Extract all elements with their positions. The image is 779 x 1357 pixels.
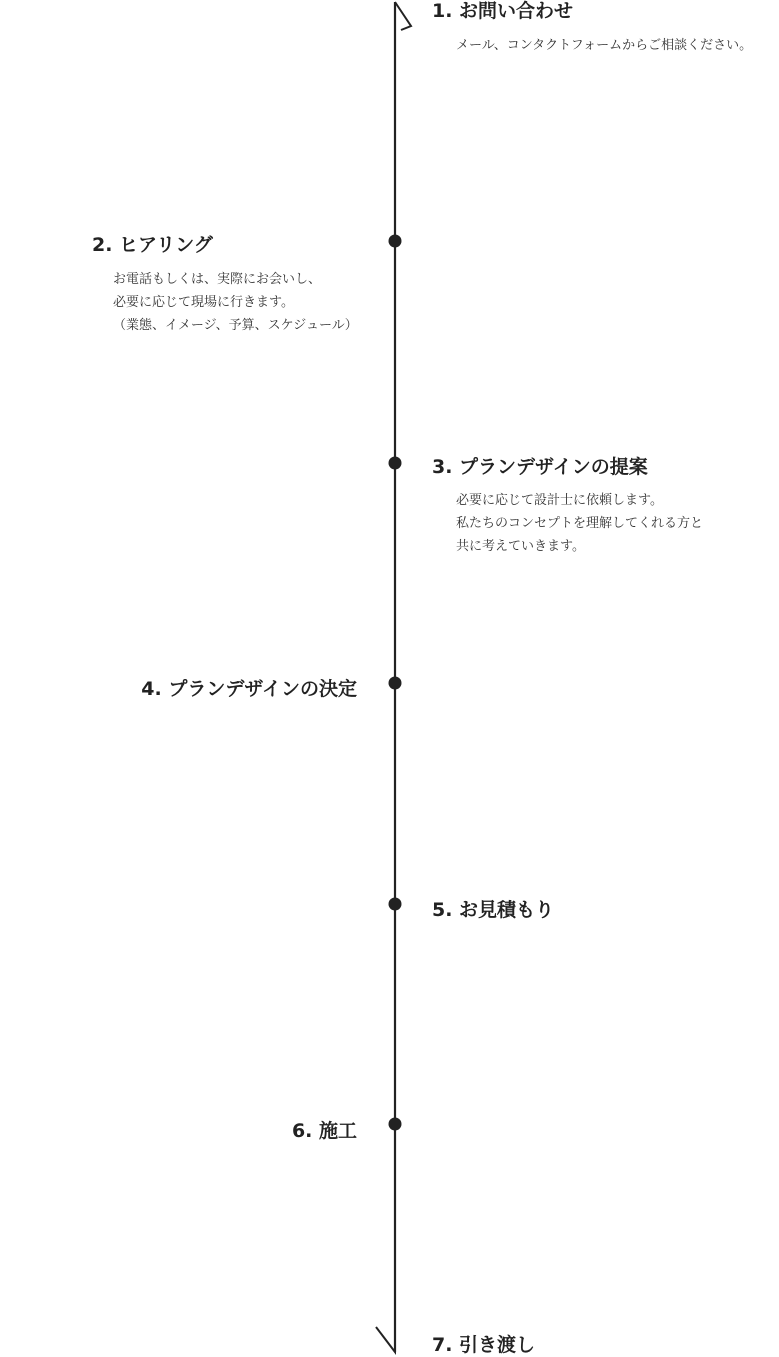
step-1-description [456, 34, 752, 57]
step-2-line-3: （業態、イメージ、予算、スケジュール） [113, 318, 358, 333]
step-2-line-2: 必要に応じて現場に行きます。 [113, 295, 294, 310]
step-4-title: 4. プランデザインの決定 [141, 678, 357, 700]
step-3-line-3: 共に考えていきます。 [456, 539, 585, 554]
step-3-title: 3. プランデザインの提案 [432, 456, 648, 478]
timeline-end-arrowhead [376, 1327, 395, 1352]
step-3-description [456, 489, 703, 558]
step-4-dot [389, 677, 402, 690]
step-3-line-1: 必要に応じて設計士に依頼します。 [456, 493, 663, 508]
timeline-start-arrowhead [395, 2, 411, 30]
step-2-description [113, 268, 358, 337]
step-5-dot [389, 898, 402, 911]
step-6-dot [389, 1118, 402, 1131]
step-2-line-1: お電話もしくは、実際にお会いし、 [113, 272, 322, 287]
step-2-dot [389, 235, 402, 248]
step-6-title: 6. 施工 [291, 1120, 357, 1142]
step-2-title: 2. ヒアリング [92, 234, 213, 256]
step-3-line-2: 私たちのコンセプトを理解してくれる方と [456, 516, 704, 531]
step-3-dot [389, 457, 402, 470]
step-1-title: 1. お問い合わせ [432, 0, 574, 22]
step-7-title: 7. 引き渡し [432, 1334, 536, 1356]
step-1-line-1: メール、コンタクトフォームからご相談ください。 [456, 38, 753, 53]
step-5-title: 5. お見積もり [432, 899, 555, 921]
